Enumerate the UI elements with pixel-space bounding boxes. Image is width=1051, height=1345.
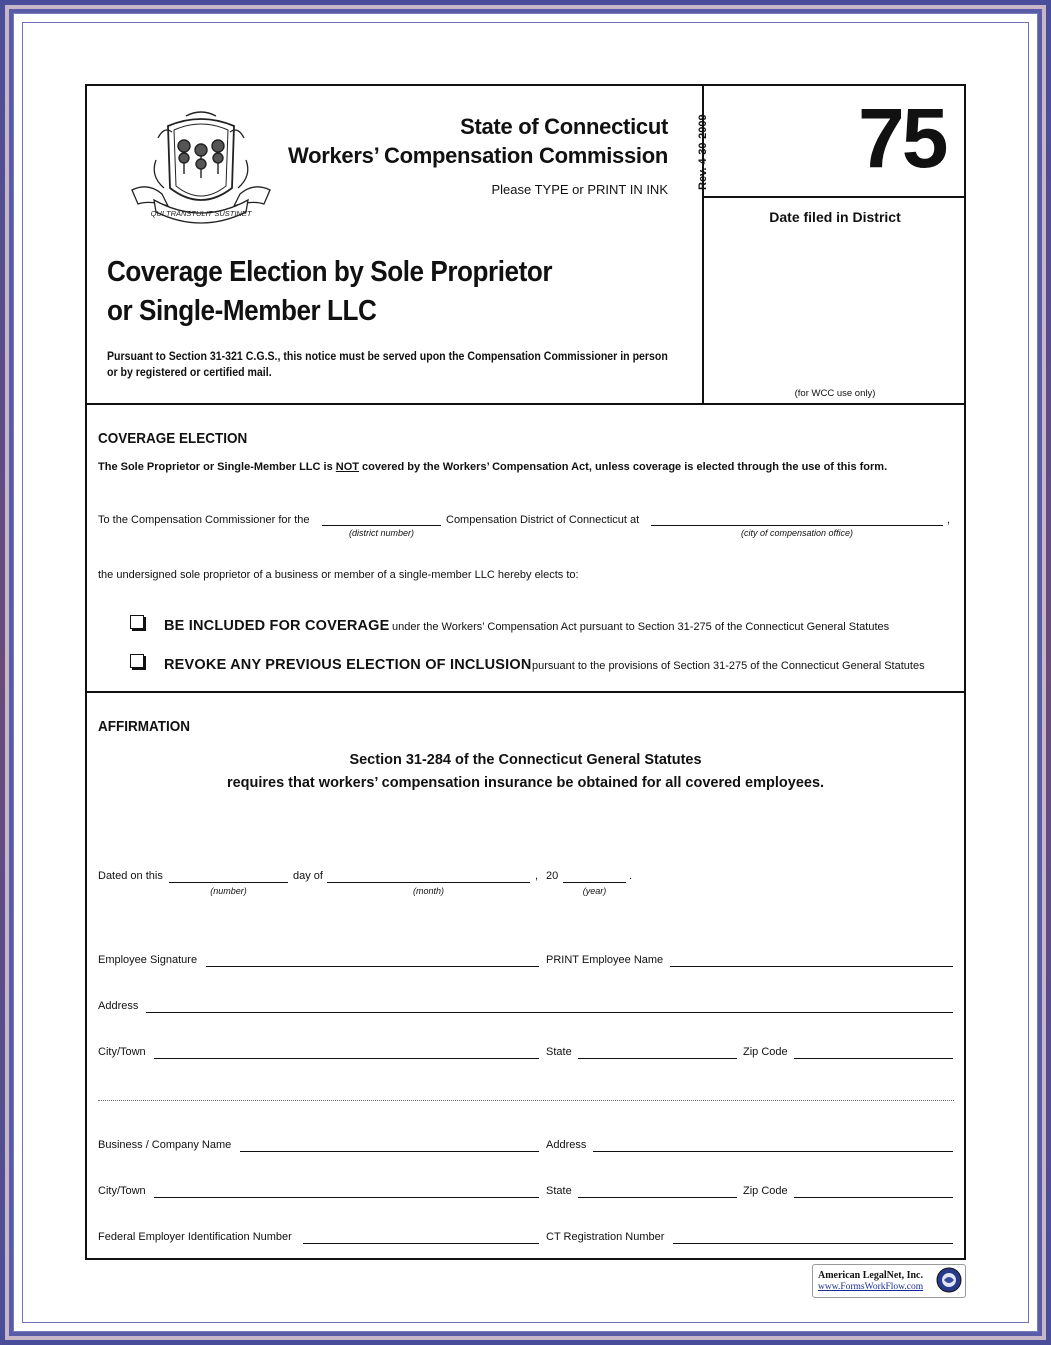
undersigned-statement: the undersigned sole proprietor of a business or member of a single-member LLC hereby elects to: — [98, 569, 579, 581]
business-state-field[interactable] — [578, 1197, 737, 1198]
zip-field[interactable] — [794, 1058, 953, 1059]
business-city-field[interactable] — [154, 1197, 539, 1198]
district-of-label: Compensation District of Connecticut at — [446, 514, 640, 526]
day-number-hint: (number) — [210, 886, 247, 896]
month-hint: (month) — [412, 886, 444, 896]
ct-registration-label: CT Registration Number — [546, 1231, 665, 1243]
statute-line1: Section 31-284 of the Connecticut General Statutes — [349, 752, 702, 768]
include-coverage-label: BE INCLUDED FOR COVERAGE — [164, 618, 390, 634]
statute-line2: requires that workers’ compensation insurance be obtained for all covered employees. — [226, 775, 825, 791]
print-instruction: Please TYPE or PRINT IN INK — [491, 182, 668, 197]
coverage-notice-pre: The Sole Proprietor or Single-Member LLC is — [98, 461, 336, 473]
district-number-hint: (district number) — [348, 528, 414, 538]
commission-title: Workers’ Compensation Commission — [288, 143, 668, 168]
year-hint: (year) — [582, 886, 607, 896]
print-name-field[interactable] — [670, 966, 953, 967]
zip-label: Zip Code — [743, 1046, 788, 1058]
dated-label: Dated on this — [98, 870, 163, 882]
revision-date: Rev. 4-30-2009 — [697, 114, 709, 190]
city-office-hint: (city of compensation office) — [740, 528, 854, 538]
revoke-election-text: pursuant to the provisions of Section 31-275 of the Connecticut General Statutes — [532, 660, 925, 672]
connecticut-seal-icon — [128, 108, 274, 230]
month-field[interactable] — [327, 882, 530, 883]
form-title-line2: or Single-Member LLC — [107, 295, 377, 327]
city-office-field[interactable] — [651, 525, 943, 526]
coverage-notice — [98, 461, 887, 473]
coverage-election-heading: COVERAGE ELECTION — [98, 430, 248, 447]
fein-label: Federal Employer Identification Number — [98, 1231, 292, 1243]
year-field[interactable] — [563, 882, 626, 883]
globe-icon — [935, 1266, 963, 1294]
print-name-label: PRINT Employee Name — [546, 954, 664, 966]
state-title: State of Connecticut — [460, 114, 668, 139]
to-commissioner-label: To the Compensation Commissioner for the — [98, 514, 310, 526]
coverage-notice-not: NOT — [335, 461, 359, 473]
service-notice-line2: or by registered or certified mail. — [107, 367, 272, 379]
business-state-label: State — [546, 1185, 572, 1197]
business-city-label: City/Town — [98, 1185, 146, 1197]
comma-mark: , — [947, 514, 951, 526]
fein-field[interactable] — [303, 1243, 539, 1244]
include-coverage-checkbox[interactable] — [130, 615, 144, 629]
business-name-field[interactable] — [240, 1151, 539, 1152]
employee-signature-label: Employee Signature — [98, 954, 198, 966]
address-field[interactable] — [146, 1012, 953, 1013]
ct-registration-field[interactable] — [673, 1243, 953, 1244]
city-town-field[interactable] — [154, 1058, 539, 1059]
header-divider-right — [702, 196, 965, 198]
business-address-field[interactable] — [593, 1151, 953, 1152]
address-label: Address — [98, 1000, 139, 1012]
business-zip-label: Zip Code — [743, 1185, 788, 1197]
legalnet-company: American LegalNet, Inc. — [818, 1270, 923, 1281]
date-comma: , — [535, 870, 539, 882]
legalnet-url[interactable]: www.FormsWorkFlow.com — [818, 1282, 924, 1292]
revoke-election-checkbox[interactable] — [130, 654, 144, 668]
wcc-use-only-note: (for WCC use only) — [794, 388, 876, 399]
svg-text:QUI TRANSTULIT SUSTINET: QUI TRANSTULIT SUSTINET — [150, 209, 252, 218]
business-zip-field[interactable] — [794, 1197, 953, 1198]
coverage-notice-post: covered by the Workers’ Compensation Act, unless coverage is elected through the use of this form. — [359, 461, 888, 473]
day-of-label: day of — [293, 870, 323, 882]
business-address-label: Address — [546, 1139, 587, 1151]
section-divider-1 — [86, 403, 965, 405]
dotted-separator — [98, 1100, 954, 1101]
year-prefix: 20 — [546, 870, 559, 882]
include-coverage-text: under the Workers’ Compensation Act pursuant to Section 31-275 of the Connecticut General Statutes — [392, 621, 890, 633]
business-name-label: Business / Company Name — [98, 1139, 232, 1151]
section-divider-2 — [86, 691, 965, 693]
day-number-field[interactable] — [169, 882, 288, 883]
affirmation-heading: AFFIRMATION — [98, 718, 190, 735]
form-number: 75 — [858, 91, 946, 185]
state-label: State — [546, 1046, 572, 1058]
employee-signature-field[interactable] — [206, 966, 539, 967]
service-notice-line1: Pursuant to Section 31-321 C.G.S., this notice must be served upon the Compensation Commissioner in person — [107, 351, 668, 363]
city-town-label: City/Town — [98, 1046, 146, 1058]
state-field[interactable] — [578, 1058, 737, 1059]
date-period: . — [629, 870, 633, 882]
revoke-election-label: REVOKE ANY PREVIOUS ELECTION OF INCLUSION — [164, 657, 532, 673]
district-number-field[interactable] — [322, 525, 441, 526]
form-title-line1: Coverage Election by Sole Proprietor — [107, 256, 553, 288]
date-filed-label: Date filed in District — [769, 209, 901, 225]
